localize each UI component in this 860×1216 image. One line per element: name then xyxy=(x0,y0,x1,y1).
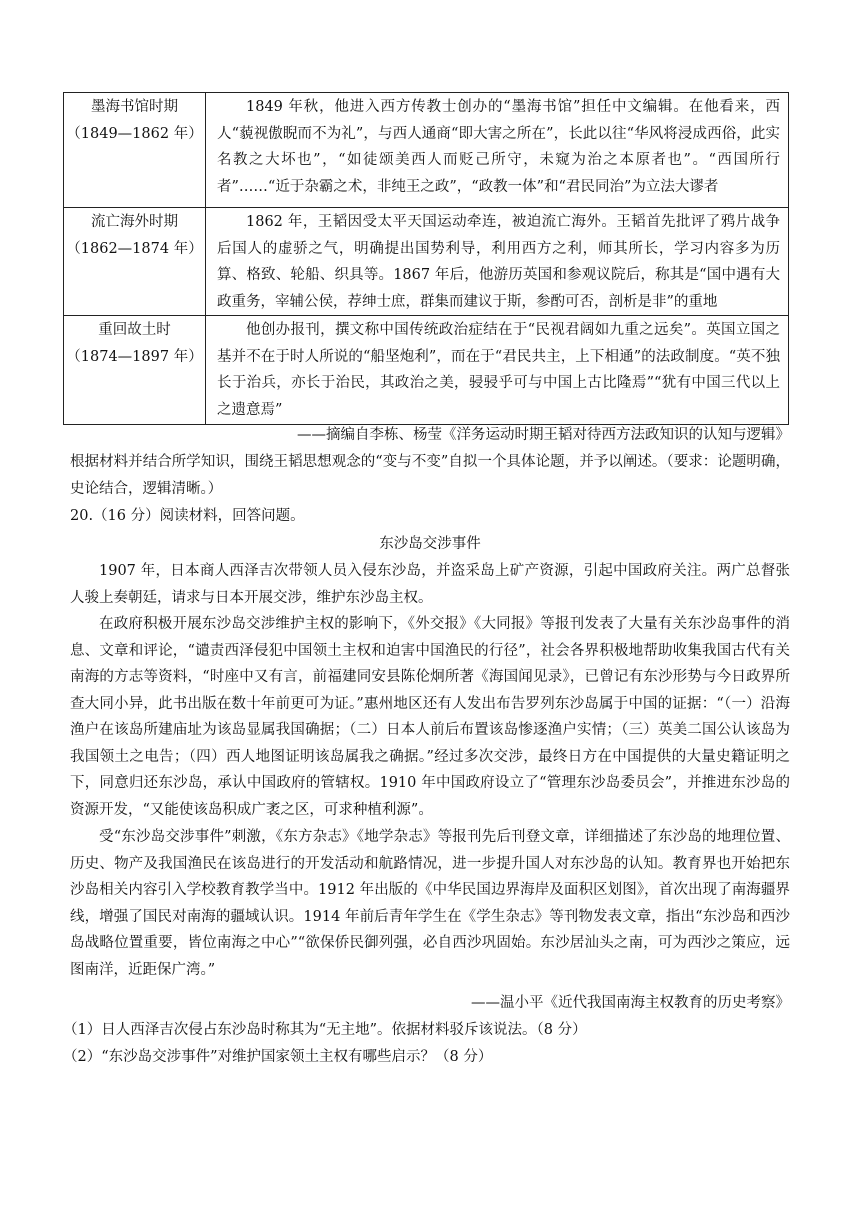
period-content: 1862 年，王韬因受太平天国运动牵连，被迫流亡海外。王韬首先批评了鸦片战争后国人的虚骄之气，明确提出国势利导，利用西方之利，师其所长，学习内容多为历算、格致、轮船、织具等。1867 年后，他游历英国和参观议院后，称其是“国中遇有大政重务，宰辅公侯，荐绅士庶，群集而建议于斯，参酌可否，剖析是非”的重地 xyxy=(217,214,780,310)
q20-paragraph-1: 1907 年，日本商人西泽吉次带领人员入侵东沙岛，并盗采岛上矿产资源，引起中国政府关注。两广总督张人骏上奏朝廷，请求与日本开展交涉，维护东沙岛主权。 xyxy=(70,563,790,606)
period-cell xyxy=(64,316,206,425)
table-row xyxy=(64,93,789,208)
table-source: ——摘编自李栋、杨莹《洋务运动时期王韬对待西方法政知识的认知与逻辑》 xyxy=(297,427,790,443)
q20-paragraph-3: 受“东沙岛交涉事件”刺激，《东方杂志》《地学杂志》等报刊先后刊登文章，详细描述了东沙岛的地理位置、历史、物产及我国渔民在该岛进行的开发活动和航路情况，进一步提升国人对东沙岛的认知。教育界也开始把东沙岛相关内容引入学校教育教学当中。1912 年出版的《中华民国边界海岸及面积区划图》，首次出现了南海疆界线，增强了国民对南海的疆域认识。1914 年前后青年学生在《学生杂志》等刊物发表文章，指出“东沙岛和西沙岛战略位置重要，皆位南海之中心”“欲保侨民御列强，必自西沙巩固始。东沙居汕头之南，可为西沙之策应，远图南洋，近距保广湾。” xyxy=(70,829,790,978)
table-row xyxy=(64,316,789,425)
content-cell xyxy=(206,316,789,425)
period-cell xyxy=(64,208,206,316)
wang-tao-table xyxy=(63,92,789,425)
period-years: （1874—1897 年） xyxy=(66,348,203,365)
q20-title: 东沙岛交涉事件 xyxy=(379,536,481,552)
period-name: 墨海书馆时期 xyxy=(91,99,178,115)
table-row xyxy=(64,208,789,316)
period-content: 1849 年秋，他进入西方传教士创办的“墨海书馆”担任中文编辑。在他看来，西人“藐视傲睨而不为礼”，与西人通商“即大害之所在”，长此以往“华风将浸成西俗，此实名教之大坏也”，“如徒颂美西人而贬己所守，未窥为治之本原者也”。“西国所行者”……“近于杂霸之术，非纯王之政”，“政教一体”和“君民同治”为立法大谬者 xyxy=(217,99,780,195)
q20-question-2: （2）“东沙岛交涉事件”对维护国家领土主权有哪些启示？（8 分） xyxy=(63,1049,493,1065)
q20-question-1: （1）日人西泽吉次侵占东沙岛时称其为“无主地”。依据材料驳斥该说法。（8 分） xyxy=(63,1022,587,1038)
content-cell xyxy=(206,208,789,316)
q20-paragraph-2: 在政府积极开展东沙岛交涉维护主权的影响下，《外交报》《大同报》等报刊发表了大量有关东沙岛事件的消息、文章和评论，“谴责西泽侵犯中国领土主权和迫害中国渔民的行径”，社会各界积极地帮助收集我国古代有关南海的方志等资料，“时座中又有言，前福建同安县陈伦炯所著《海国闻见录》，已曾记有东沙形势与今日政界所查大同小异，此书出版在数十年前更可为证。”惠州地区还有人发出布告罗列东沙岛属于中国的证据：“（一）沿海渔户在该岛所建庙址为该岛显属我国确据；（二）日本人前后布置该岛惨逐渔户实情；（三）英美二国公认该岛为我国领土之电告；（四）西人地图证明该岛属我之确据。”经过多次交涉，最终日方在中国提供的大量史籍证明之下，同意归还东沙岛，承认中国政府的管辖权。1910 年中国政府设立了“管理东沙岛委员会”，并推进东沙岛的资源开发，“又能使该岛积成广袤之区，可求种植利源”。 xyxy=(70,616,790,818)
content-cell xyxy=(206,93,789,208)
period-cell xyxy=(64,93,206,208)
period-name: 重回故土时 xyxy=(98,322,171,338)
q20-source: ——温小平《近代我国南海主权教育的历史考察》 xyxy=(471,995,790,1011)
period-name: 流亡海外时期 xyxy=(91,214,178,230)
q19-prompt: 根据材料并结合所学知识，围绕王韬思想观念的“变与不变”自拟一个具体论题，并予以阐述。（要求：论题明确，史论结合，逻辑清晰。） xyxy=(70,454,790,497)
period-content: 他创办报刊，撰文称中国传统政治症结在于“民视君阔如九重之远矣”。英国立国之基并不在于时人所说的“船坚炮利”，而在于“君民共主，上下相通”的法政制度。“英不独长于治兵，亦长于治民，其政治之美，骎骎乎可与中国上古比隆焉”“犹有中国三代以上之遗意焉” xyxy=(217,322,780,418)
period-years: （1862—1874 年） xyxy=(66,240,203,257)
period-years: （1849—1862 年） xyxy=(66,125,203,142)
q20-header: 20.（16 分）阅读材料，回答问题。 xyxy=(70,508,305,524)
